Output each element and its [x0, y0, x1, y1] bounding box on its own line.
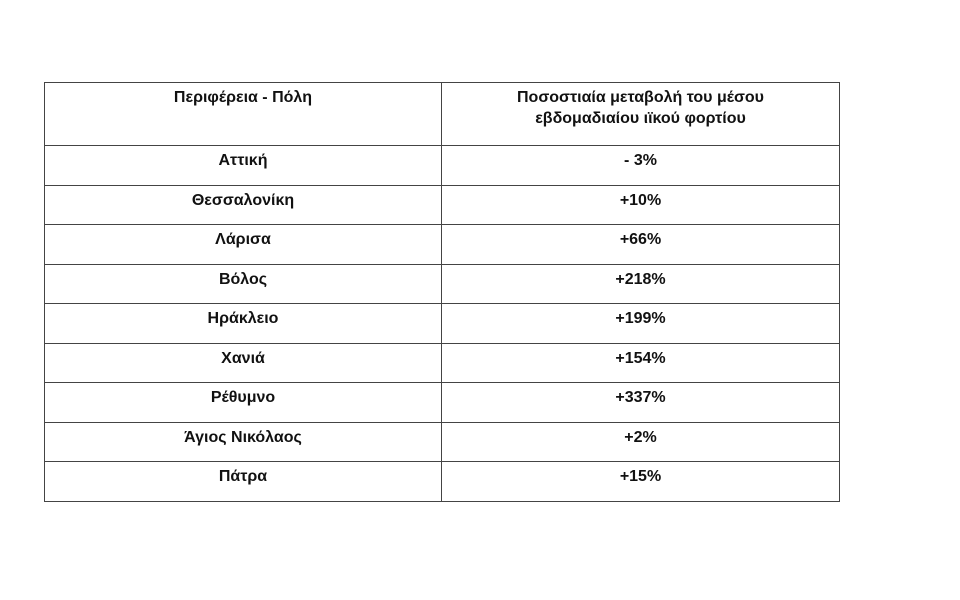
region-cell: Πάτρα — [45, 462, 442, 502]
table-row — [45, 304, 840, 344]
table-row — [45, 462, 840, 502]
region-cell: Ρέθυμνο — [45, 383, 442, 423]
region-cell: Θεσσαλονίκη — [45, 185, 442, 225]
column-header-region: Περιφέρεια - Πόλη — [45, 83, 442, 146]
column-header-change — [442, 83, 840, 146]
change-cell: +10% — [442, 185, 840, 225]
viral-load-change-table — [44, 82, 840, 502]
table-row — [45, 383, 840, 423]
change-cell: +15% — [442, 462, 840, 502]
table-row — [45, 422, 840, 462]
change-cell: +337% — [442, 383, 840, 423]
table-row — [45, 225, 840, 265]
table-header-row — [45, 83, 840, 146]
table-row — [45, 185, 840, 225]
region-cell: Αττική — [45, 146, 442, 186]
column-header-change-line1: Ποσοστιαία μεταβολή του μέσου — [517, 89, 764, 106]
change-cell: +2% — [442, 422, 840, 462]
region-cell: Ηράκλειο — [45, 304, 442, 344]
column-header-change-line2: εβδομαδιαίου ιϊκού φορτίου — [535, 110, 746, 127]
change-cell: - 3% — [442, 146, 840, 186]
change-cell: +199% — [442, 304, 840, 344]
region-cell: Χανιά — [45, 343, 442, 383]
change-cell: +154% — [442, 343, 840, 383]
region-cell: Λάρισα — [45, 225, 442, 265]
change-cell: +218% — [442, 264, 840, 304]
region-cell: Άγιος Νικόλαος — [45, 422, 442, 462]
table-row — [45, 146, 840, 186]
table-row — [45, 264, 840, 304]
table-row — [45, 343, 840, 383]
region-cell: Βόλος — [45, 264, 442, 304]
change-cell: +66% — [442, 225, 840, 265]
